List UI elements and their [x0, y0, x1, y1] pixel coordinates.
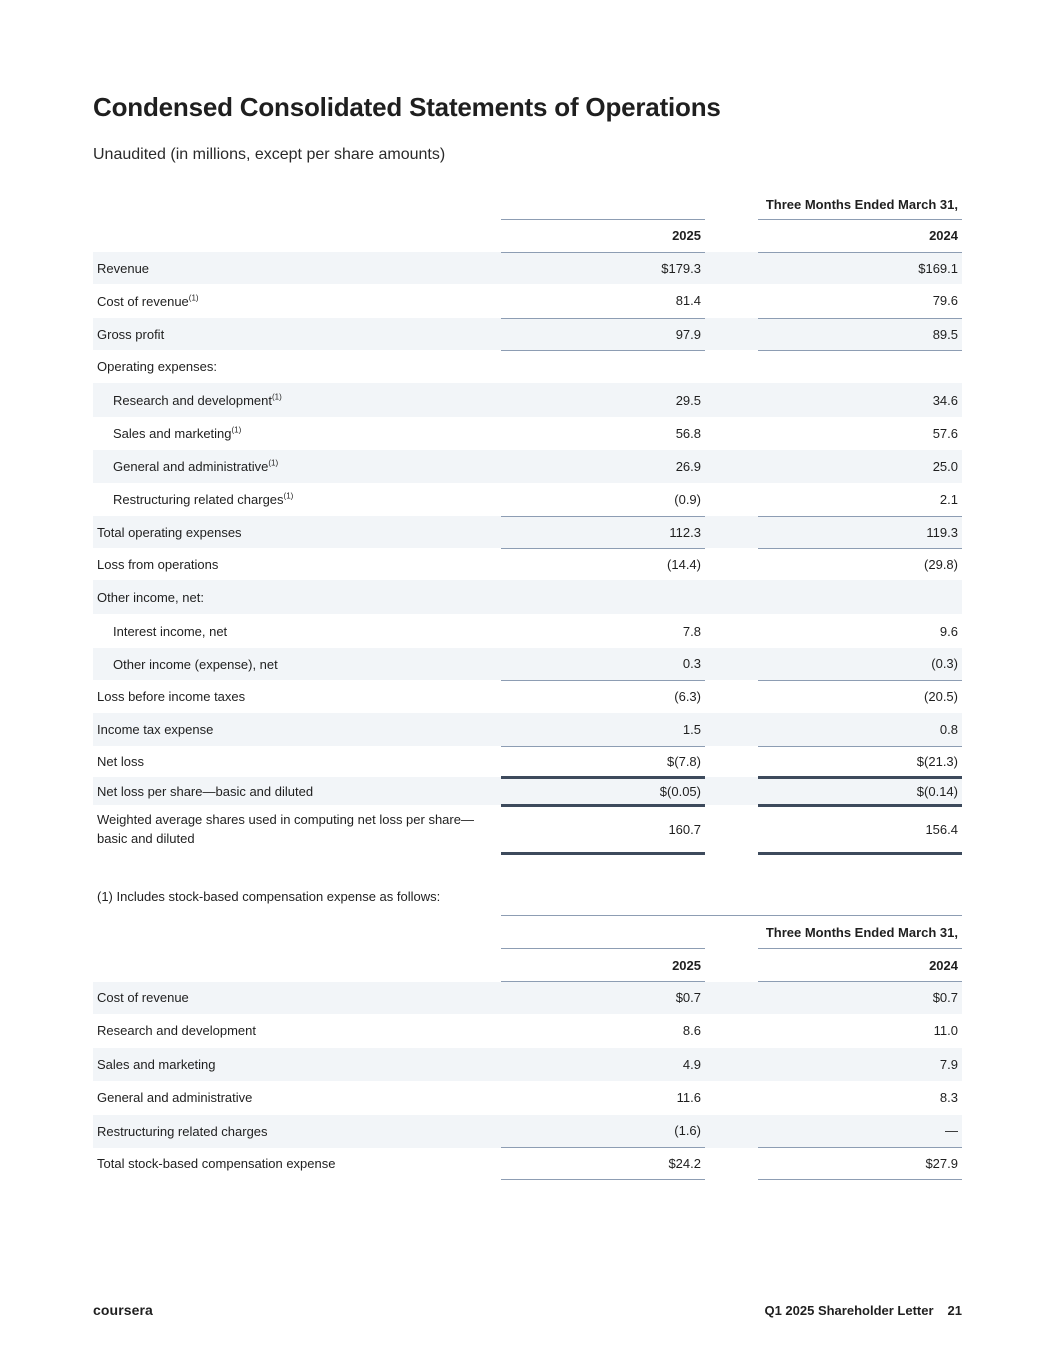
row-label: Restructuring related charges: [93, 1115, 501, 1148]
row-value-2025: 29.5: [501, 383, 705, 417]
period-header: Three Months Ended March 31,: [765, 196, 958, 212]
footnote-marker: (1): [231, 425, 242, 435]
row-value-2024: (29.8): [924, 556, 958, 572]
footnote-marker: (1): [283, 491, 294, 501]
table-row: [93, 516, 962, 548]
table-row: [93, 417, 962, 450]
row-value-2024: 25.0: [758, 450, 962, 483]
row-value-2025: $179.3: [501, 252, 705, 284]
table-row: [93, 713, 962, 746]
page-footer: [764, 1303, 962, 1318]
row-value-2024: 79.6: [932, 293, 958, 309]
row-label: Cost of revenue: [97, 293, 189, 309]
table-row: [93, 648, 962, 680]
period-header-row: [93, 190, 962, 219]
footnote-text: (1) Includes stock-based compensation expense as follows:: [97, 889, 441, 904]
row-label: Other income (expense), net: [93, 648, 501, 680]
table-row: [93, 483, 962, 516]
table-row: [93, 318, 962, 350]
row-label: Total operating expenses: [93, 516, 501, 548]
row-label: Cost of revenue: [93, 982, 501, 1014]
row-label: Total stock-based compensation expense: [97, 1156, 336, 1171]
table-row: [93, 614, 962, 648]
page-title: Condensed Consolidated Statements of Operations: [93, 92, 721, 122]
year-2025-header: 2025: [501, 949, 705, 982]
year-2024-header: 2024: [758, 949, 962, 982]
table-row: [93, 746, 962, 777]
table-row: [93, 350, 962, 383]
row-value-2025: 112.3: [501, 516, 705, 548]
table-row: [93, 1115, 962, 1148]
row-value-2024: 34.6: [758, 383, 962, 417]
row-label: Net loss per share—basic and diluted: [93, 777, 501, 805]
row-value-2024: 0.8: [758, 713, 962, 746]
row-value-2025: 1.5: [501, 713, 705, 746]
row-label: Gross profit: [93, 318, 501, 350]
row-value-2025: 81.4: [675, 293, 701, 309]
row-value-2025: 8.6: [682, 1023, 701, 1038]
table-row: [93, 777, 962, 805]
year-header-row: [93, 949, 962, 982]
row-value-2024: $0.7: [758, 982, 962, 1014]
period-header-row: [93, 916, 962, 949]
row-value-2024: (0.3): [758, 648, 962, 680]
row-value-2024: 89.5: [758, 318, 962, 350]
year-header-row: [93, 219, 962, 252]
row-value-2024: 9.6: [939, 623, 958, 639]
row-value-2024: 156.4: [758, 805, 962, 853]
table-row: [93, 548, 962, 580]
section-label: Operating expenses:: [97, 359, 217, 374]
row-label: Net loss: [97, 754, 144, 769]
row-value-2024: —: [758, 1115, 962, 1148]
row-label: Revenue: [93, 252, 501, 284]
row-value-2025: 11.6: [676, 1090, 701, 1105]
row-value-2025: 4.9: [501, 1048, 705, 1081]
footnote-marker: (1): [188, 293, 199, 303]
row-value-2024: 57.6: [932, 426, 958, 441]
row-label: Sales and marketing: [113, 426, 232, 441]
row-label: Interest income, net: [113, 623, 228, 639]
row-value-2024: 11.0: [933, 1023, 958, 1038]
row-value-2025: 56.8: [675, 426, 701, 441]
row-label: Loss before income taxes: [97, 689, 246, 704]
row-label: Research and development: [113, 392, 272, 408]
table-row: [93, 252, 962, 284]
table-row: [93, 1014, 962, 1048]
table-row: [93, 383, 962, 417]
row-value-2024: (20.5): [924, 689, 958, 705]
sbc-table: [93, 915, 962, 1180]
page-number: 21: [947, 1303, 962, 1318]
row-value-2024: $169.1: [758, 252, 962, 284]
table-row: [93, 1081, 962, 1115]
table-row: [93, 805, 962, 853]
table-row: [93, 680, 962, 713]
table-row: [93, 450, 962, 483]
row-label: Restructuring related charges: [113, 492, 284, 507]
table-row: [93, 1148, 962, 1180]
row-value-2025: 0.3: [501, 648, 705, 680]
row-label: Weighted average shares used in computing net loss per share—basic and diluted: [97, 812, 474, 846]
row-value-2025: $(0.05): [501, 777, 705, 805]
row-value-2024: 8.3: [939, 1090, 958, 1105]
row-value-2024: 119.3: [758, 516, 962, 548]
table-row: [93, 1048, 962, 1081]
row-value-2025: $0.7: [501, 982, 705, 1014]
row-value-2025: (14.4): [667, 556, 701, 572]
row-value-2024: 7.9: [758, 1048, 962, 1081]
row-value-2025: 26.9: [501, 450, 705, 483]
row-value-2024: $(21.3): [916, 753, 958, 769]
row-value-2025: 7.8: [682, 623, 701, 639]
operations-table: [93, 190, 962, 855]
row-value-2025: $(7.8): [667, 753, 701, 769]
row-value-2024: $(0.14): [758, 777, 962, 805]
row-label: Loss from operations: [97, 556, 219, 572]
row-label: Income tax expense: [93, 713, 501, 746]
row-value-2025: $24.2: [501, 1148, 705, 1180]
row-label: Sales and marketing: [93, 1048, 501, 1081]
row-value-2025: 97.9: [501, 318, 705, 350]
row-value-2024: 2.1: [939, 491, 958, 507]
row-label: General and administrative: [97, 1090, 253, 1105]
section-label: Other income, net:: [93, 580, 501, 614]
row-value-2025: (1.6): [501, 1115, 705, 1148]
footnote-marker: (1): [272, 392, 282, 402]
row-value-2025: 160.7: [501, 805, 705, 853]
table-row: [93, 982, 962, 1014]
document-name: Q1 2025 Shareholder Letter: [764, 1303, 934, 1318]
row-label: General and administrative: [113, 459, 269, 474]
table-row: [93, 284, 962, 318]
row-value-2025: (0.9): [674, 491, 701, 507]
row-label: Research and development: [97, 1023, 256, 1038]
row-value-2025: (6.3): [674, 689, 701, 705]
page-subtitle: Unaudited (in millions, except per share amounts): [93, 146, 446, 163]
footnote-marker: (1): [268, 458, 279, 468]
row-value-2024: $27.9: [758, 1148, 962, 1180]
year-2024-header: 2024: [758, 219, 962, 252]
period-header: Three Months Ended March 31,: [501, 916, 962, 949]
year-2025-header: 2025: [501, 219, 705, 252]
coursera-logo: coursera: [93, 1302, 153, 1318]
table-row: [93, 580, 962, 614]
